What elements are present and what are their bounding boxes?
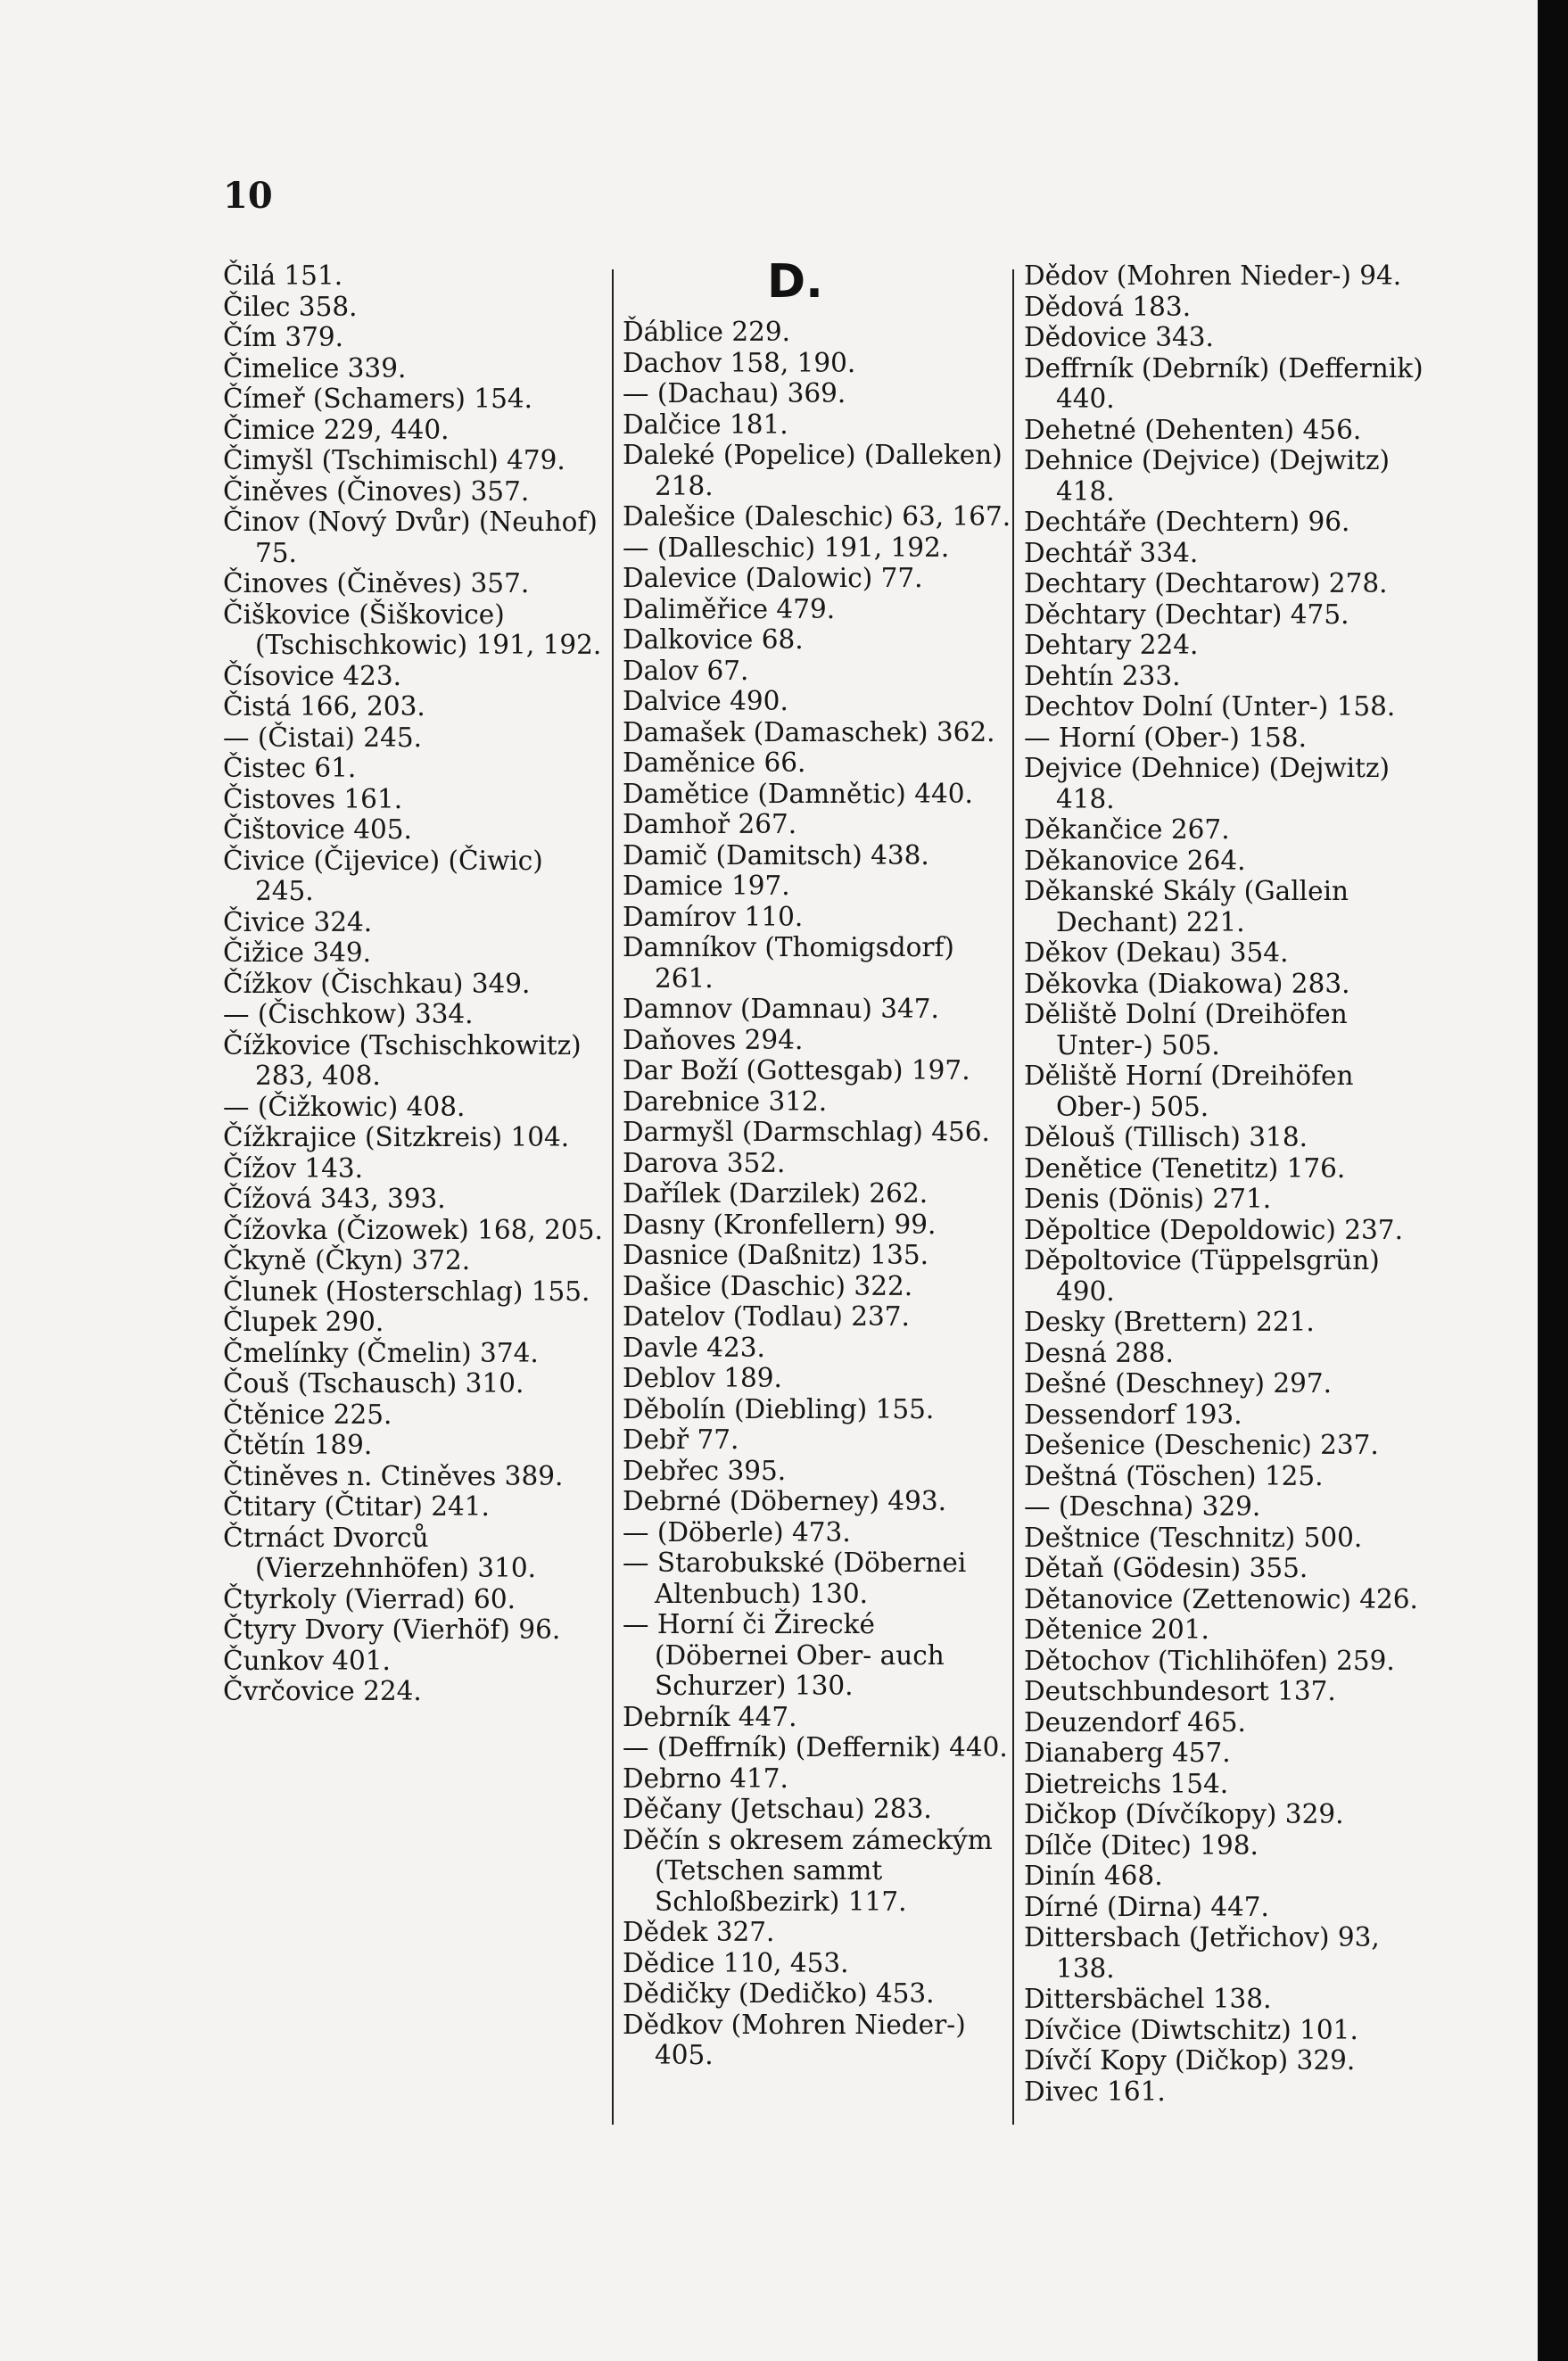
index-entry: Čtrnáct Dvorců (Vierzehnhöfen) 310.: [223, 1522, 536, 1583]
index-entry: Čížová 343, 393.: [223, 1184, 446, 1214]
index-entry: Dalvice 490.: [623, 686, 788, 716]
index-entry: Děkančice 267.: [1024, 814, 1230, 845]
index-entry: — (Dalleschic) 191, 192.: [623, 532, 950, 563]
index-entry: Dechtov Dolní (Unter-) 158.: [1024, 691, 1396, 722]
index-entry: Čistá 166, 203.: [223, 691, 425, 722]
index-entry: Debř 77.: [623, 1424, 739, 1455]
index-entry: Děliště Dolní (Dreihöfen Unter-) 505.: [1024, 999, 1348, 1061]
index-entry: Čtěnice 225.: [223, 1399, 392, 1430]
index-entry: Damhoř 267.: [623, 809, 797, 839]
index-entry: — Horní či Žirecké (Döbernei Ober- auch Schurzer) 130.: [623, 1609, 945, 1701]
book-spine-edge: [1538, 0, 1568, 2361]
index-entry: Čížov 143.: [223, 1152, 364, 1184]
page-number: 10: [223, 175, 273, 217]
index-entry: Desky (Brettern) 221.: [1024, 1307, 1315, 1337]
index-entry: Dědice 110, 453.: [623, 1947, 849, 1978]
index-entry: Čivice 324.: [223, 906, 373, 937]
index-entry: Čímeř (Schamers) 154.: [223, 384, 532, 414]
section-letter-heading: D.: [767, 255, 823, 309]
index-entry: Damašek (Damaschek) 362.: [623, 716, 995, 747]
index-entry: Čimice 229, 440.: [223, 414, 450, 445]
index-entry: Čtitary (Čtitar) 241.: [223, 1491, 490, 1522]
index-entry: Dasny (Kronfellern) 99.: [623, 1209, 937, 1240]
index-entry: Dírné (Dirna) 447.: [1024, 1891, 1269, 1922]
index-entry: Čižice 349.: [223, 937, 372, 968]
column-rule-left: [612, 269, 614, 2125]
index-entry: Dalčice 181.: [623, 409, 788, 440]
index-entry: Dalešice (Daleschic) 63, 167.: [623, 501, 1011, 532]
index-entry: — (Dachau) 369.: [623, 378, 846, 409]
index-entry: Dessendorf 193.: [1024, 1399, 1242, 1430]
index-entry: Čtyrkoly (Vierrad) 60.: [223, 1583, 516, 1614]
index-entry: Dachov 158, 190.: [623, 347, 856, 378]
index-entry: Debrník 447.: [623, 1701, 797, 1732]
index-entry: Dívčí Kopy (Dičkop) 329.: [1024, 2045, 1356, 2076]
index-column-3: [1024, 260, 1443, 2107]
index-entry: Daliměřice 479.: [623, 593, 836, 624]
index-entry: Člunek (Hosterschlag) 155.: [223, 1275, 590, 1307]
index-entry: Čistec 61.: [223, 753, 357, 783]
index-entry: Denis (Dönis) 271.: [1024, 1184, 1272, 1214]
index-entry: Dařílek (Darzilek) 262.: [623, 1178, 928, 1209]
index-entry: Datelov (Todlau) 237.: [623, 1301, 910, 1332]
index-entry: Dalkovice 68.: [623, 624, 804, 655]
index-entry: Čivice (Čijevice) (Čiwic) 245.: [223, 845, 543, 906]
index-entry: Dalevice (Dalowic) 77.: [623, 563, 923, 593]
index-entry: Dědek 327.: [623, 1917, 775, 1947]
index-entry: Činov (Nový Dvůr) (Neuhof) 75.: [223, 507, 598, 568]
index-entry: Čížovka (Čizowek) 168, 205.: [223, 1214, 603, 1245]
index-entry: Čížkrajice (Sitzkreis) 104.: [223, 1122, 570, 1152]
index-entry: Čiškovice (Šiškovice) (Tschischkowic) 191, 192.: [223, 599, 602, 660]
index-entry: Divec 161.: [1024, 2076, 1166, 2107]
index-entry: Děkanské Skály (Gallein Dechant) 221.: [1024, 876, 1349, 937]
index-entry: Dietreichs 154.: [1024, 1768, 1229, 1799]
index-entry: Debřec 395.: [623, 1455, 787, 1486]
index-entry: Deštná (Töschen) 125.: [1024, 1460, 1324, 1491]
index-entry: Čvrčovice 224.: [223, 1676, 422, 1706]
index-entry: Čimelice 339.: [223, 352, 407, 384]
index-entry: — (Čistai) 245.: [223, 722, 422, 753]
index-entry: Děpoltice (Depoldowic) 237.: [1024, 1214, 1403, 1245]
index-entry: Dašice (Daschic) 322.: [623, 1270, 913, 1301]
index-entry: — Starobukské (Döbernei Altenbuch) 130.: [623, 1548, 967, 1609]
index-entry: Deštnice (Teschnitz) 500.: [1024, 1522, 1363, 1553]
index-entry: Dětanovice (Zettenowic) 426.: [1024, 1583, 1418, 1614]
index-entry: Deblov 189.: [623, 1363, 782, 1393]
index-entry: Činoves (Činěves) 357.: [223, 568, 530, 599]
index-entry: Děbolín (Diebling) 155.: [623, 1393, 935, 1424]
index-entry: Deutschbundesort 137.: [1024, 1676, 1336, 1706]
index-entry: Daměnice 66.: [623, 747, 806, 778]
index-entry: Děkov (Dekau) 354.: [1024, 937, 1289, 968]
index-entry: Děkanovice 264.: [1024, 845, 1246, 876]
index-entry: Dechtáře (Dechtern) 96.: [1024, 507, 1350, 537]
index-column-1: [223, 260, 607, 1707]
index-entry: Čmelínky (Čmelin) 374.: [223, 1337, 539, 1368]
index-entry: Dešenice (Deschenic) 237.: [1024, 1430, 1379, 1460]
index-entry: Dechtary (Dechtarow) 278.: [1024, 568, 1388, 599]
index-entry: Čížkovice (Tschischkowitz) 283, 408.: [223, 1029, 582, 1091]
index-entry: Dejvice (Dehnice) (Dejwitz) 418.: [1024, 753, 1390, 814]
index-entry: Dílče (Ditec) 198.: [1024, 1829, 1259, 1861]
index-entry: Dívčice (Diwtschitz) 101.: [1024, 2014, 1358, 2045]
index-entry: Ďáblice 229.: [623, 317, 791, 347]
index-entry: Čkyně (Čkyn) 372.: [223, 1245, 471, 1275]
index-entry: Dehnice (Dejvice) (Dejwitz) 418.: [1024, 445, 1390, 507]
index-entry: Dětochov (Tichlihöfen) 259.: [1024, 1645, 1395, 1676]
index-entry: Davle 423.: [623, 1332, 765, 1363]
index-entry: Čištovice 405.: [223, 814, 412, 845]
index-entry: Čilá 151.: [223, 260, 343, 291]
index-entry: Děchtary (Dechtar) 475.: [1024, 599, 1349, 630]
index-entry: Debrno 417.: [623, 1762, 788, 1794]
index-entry: Čouš (Tschausch) 310.: [223, 1368, 524, 1399]
index-entry: Dehtary 224.: [1024, 630, 1199, 660]
index-entry: Dědovice 343.: [1024, 322, 1214, 352]
index-entry: Daňoves 294.: [623, 1024, 804, 1055]
index-entry: — (Deffrník) (Deffernik) 440.: [623, 1732, 1008, 1762]
index-entry: Damírov 110.: [623, 901, 804, 932]
index-entry: Dianaberg 457.: [1024, 1738, 1231, 1768]
index-entry: Dědová 183.: [1024, 291, 1192, 322]
index-entry: Damníkov (Thomigsdorf) 261.: [623, 932, 954, 994]
index-entry: Děčín s okresem zámeckým (Tetschen sammt Schloßbezirk) 117.: [623, 1824, 993, 1917]
index-entry: Čilec 358.: [223, 291, 358, 322]
index-entry: Čtětín 189.: [223, 1430, 373, 1460]
index-entry: Čím 379.: [223, 322, 344, 352]
index-entry: Čistoves 161.: [223, 783, 403, 814]
index-entry: Čtyry Dvory (Vierhöf) 96.: [223, 1614, 561, 1645]
index-entry: Damič (Damitsch) 438.: [623, 839, 929, 871]
index-entry: Dasnice (Daßnitz) 135.: [623, 1240, 929, 1270]
index-entry: Denětice (Tenetitz) 176.: [1024, 1152, 1346, 1184]
index-entry: Dehtín 233.: [1024, 660, 1181, 691]
index-entry: Debrné (Döberney) 493.: [623, 1486, 946, 1516]
index-entry: Dědkov (Mohren Nieder-) 405.: [623, 2009, 966, 2070]
index-entry: Darmyšl (Darmschlag) 456.: [623, 1117, 990, 1147]
index-entry: Děkovka (Diakowa) 283.: [1024, 968, 1350, 999]
index-entry: Dělouš (Tillisch) 318.: [1024, 1122, 1308, 1152]
index-entry: Čtiněves n. Ctiněves 389.: [223, 1460, 564, 1491]
index-entry: Čimyšl (Tschimischl) 479.: [223, 445, 565, 475]
index-entry: Čunkov 401.: [223, 1645, 391, 1676]
index-entry: Dědičky (Dedičko) 453.: [623, 1978, 935, 2009]
index-entry: Děčany (Jetschau) 283.: [623, 1794, 932, 1824]
index-entry: Damice 197.: [623, 871, 790, 901]
index-entry: Děpoltovice (Tüppelsgrün) 490.: [1024, 1245, 1380, 1307]
index-entry: Čísovice 423.: [223, 660, 402, 691]
index-entry: Děliště Horní (Dreihöfen Ober-) 505.: [1024, 1061, 1354, 1122]
index-entry: Dinín 468.: [1024, 1861, 1163, 1891]
index-entry: Darova 352.: [623, 1147, 786, 1178]
index-entry: — (Döberle) 473.: [623, 1516, 851, 1548]
index-entry: Činěves (Činoves) 357.: [223, 475, 530, 507]
index-entry: Člupek 290.: [223, 1307, 384, 1337]
index-entry: Dalov 67.: [623, 655, 749, 686]
index-entry: — (Čižkowic) 408.: [223, 1091, 466, 1122]
index-entry: Dehetné (Dehenten) 456.: [1024, 414, 1362, 445]
index-entry: Damnov (Damnau) 347.: [623, 994, 939, 1024]
index-entry: — Horní (Ober-) 158.: [1024, 722, 1307, 753]
index-entry: Dar Boží (Gottesgab) 197.: [623, 1055, 970, 1086]
index-entry: Dědov (Mohren Nieder-) 94.: [1024, 260, 1402, 291]
index-entry: Dětenice 201.: [1024, 1614, 1209, 1645]
index-entry: Dechtář 334.: [1024, 537, 1199, 568]
index-entry: — (Čischkow) 334.: [223, 999, 474, 1029]
index-entry: Dičkop (Dívčíkopy) 329.: [1024, 1799, 1344, 1829]
index-entry: Damětice (Damnětic) 440.: [623, 778, 973, 809]
index-entry: Deuzendorf 465.: [1024, 1706, 1246, 1738]
index-entry: Deffrník (Debrník) (Deffernik) 440.: [1024, 352, 1424, 414]
index-entry: Dittersbächel 138.: [1024, 1984, 1272, 2014]
index-entry: Dětaň (Gödesin) 355.: [1024, 1553, 1308, 1583]
index-entry: Daleké (Popelice) (Dalleken) 218.: [623, 440, 1003, 501]
index-entry: — (Deschna) 329.: [1024, 1491, 1261, 1522]
index-entry: Dittersbach (Jetřichov) 93, 138.: [1024, 1922, 1380, 1984]
index-entry: Darebnice 312.: [623, 1086, 828, 1117]
index-entry: Čížkov (Čischkau) 349.: [223, 968, 531, 999]
index-entry: Desná 288.: [1024, 1337, 1174, 1368]
index-column-2: [623, 317, 1013, 2071]
index-entry: Dešné (Deschney) 297.: [1024, 1368, 1333, 1399]
